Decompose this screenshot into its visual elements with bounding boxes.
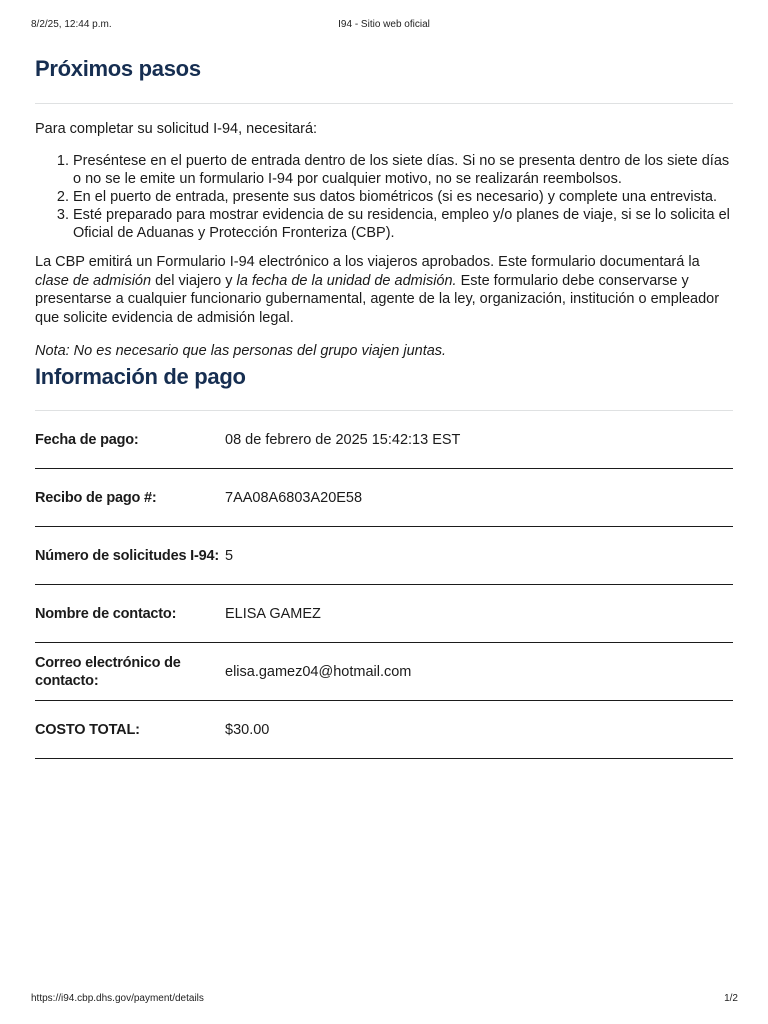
list-item: 3. Esté preparado para mostrar evidencia de su residencia, empleo y/o planes de viaje, si se lo solicita el Oficial de Aduanas y Protección Fronteriza (CBP). (73, 206, 733, 242)
i94-explanation-paragraph (35, 253, 733, 327)
table-row (35, 643, 733, 701)
group-travel-note: Nota: No es necesario que las personas del grupo viajen juntas. (35, 343, 447, 359)
print-datetime: 8/2/25, 12:44 p.m. (31, 19, 112, 30)
contact-name-label: Nombre de contacto: (35, 605, 177, 622)
payment-date-label: Fecha de pago: (35, 431, 139, 448)
next-steps-divider (35, 103, 733, 104)
table-row (35, 411, 733, 469)
paragraph-text: del viajero y (151, 272, 237, 289)
total-cost-value: $30.00 (225, 721, 270, 738)
contact-name-value: ELISA GAMEZ (225, 605, 321, 622)
paragraph-text: La CBP emitirá un Formulario I-94 electrónico a los viajeros aprobados. Este formulario documentará la (35, 254, 700, 270)
table-row (35, 585, 733, 643)
contact-email-value: elisa.gamez04@hotmail.com (225, 663, 412, 680)
paragraph-text: Este formulario debe conservarse y presentarse a cualquier funcionario gubernamental, agente de la ley, organización, institución o empleador que solicite evidencia de admisión legal. (35, 272, 720, 326)
print-footer (0, 993, 768, 1007)
application-count-value: 5 (225, 547, 234, 564)
print-page-title: I94 - Sitio web oficial (338, 19, 430, 30)
payment-date-value: 08 de febrero de 2025 15:42:13 EST (225, 431, 461, 448)
next-steps-title: Próximos pasos (35, 56, 201, 81)
admission-date-emphasis: la fecha de la unidad de admisión. (236, 272, 457, 289)
application-count-label: Número de solicitudes I-94: (35, 547, 219, 564)
total-cost-label: COSTO TOTAL: (35, 721, 140, 738)
payment-details-table (35, 411, 733, 759)
next-steps-intro: Para completar su solicitud I-94, necesitará: (35, 121, 318, 137)
page-number: 1/2 (724, 993, 738, 1004)
list-item: 2. En el puerto de entrada, presente sus datos biométricos (si es necesario) y complete una entrevista. (73, 188, 733, 206)
list-item: 1. Preséntese en el puerto de entrada dentro de los siete días. Si no se presenta dentro de los siete días o no se le emite un formulario I-94 por cualquier motivo, no se realizarán reembolsos. (73, 152, 733, 188)
page-url: https://i94.cbp.dhs.gov/payment/details (31, 993, 204, 1004)
table-row (35, 701, 733, 759)
next-steps-list (35, 152, 733, 242)
receipt-number-value: 7AA08A6803A20E58 (225, 489, 363, 506)
main-content (35, 52, 733, 759)
admission-class-emphasis: clase de admisión (35, 272, 152, 289)
table-row (35, 469, 733, 527)
table-row (35, 527, 733, 585)
contact-email-label: Correo electrónico de contacto: (35, 654, 181, 689)
receipt-number-label: Recibo de pago #: (35, 489, 157, 506)
print-header (0, 19, 768, 33)
payment-info-title: Información de pago (35, 364, 246, 389)
